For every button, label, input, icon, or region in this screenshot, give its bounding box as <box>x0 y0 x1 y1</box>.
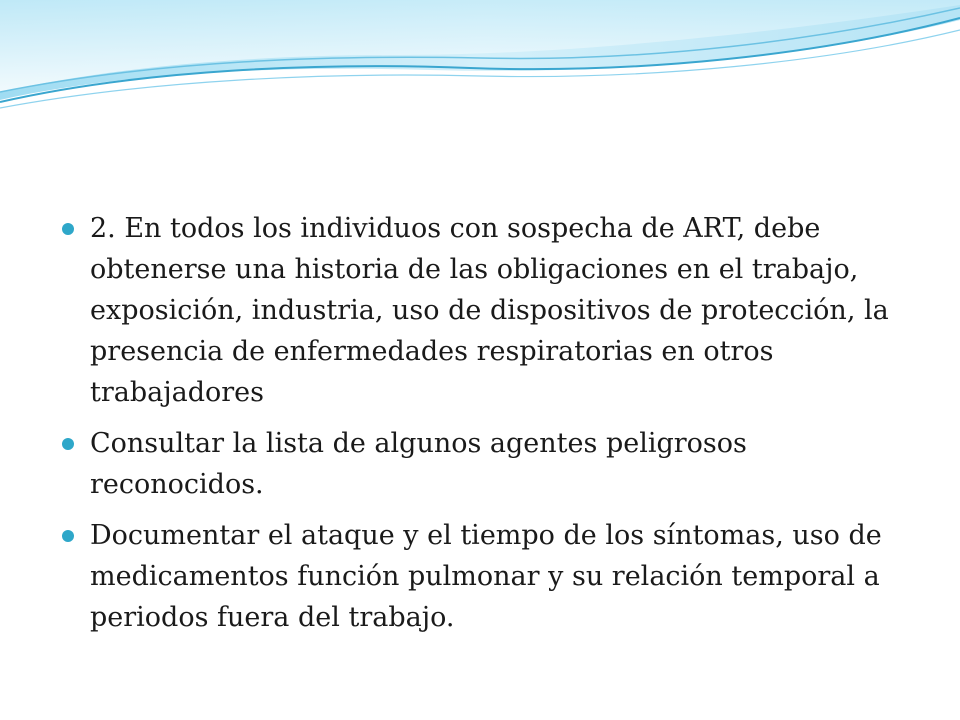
bullet-text: Consultar la lista de algunos agentes peligrosos reconocidos. <box>90 428 747 500</box>
bullet-list <box>60 208 910 638</box>
bullet-dot-icon <box>62 530 74 542</box>
bullet-dot-icon <box>62 438 74 450</box>
header-wave-decoration <box>0 0 960 130</box>
bullet-text: Documentar el ataque y el tiempo de los síntomas, uso de medicamentos función pulmonar y su relación temporal a periodos fuera del trabajo. <box>90 520 882 633</box>
bullet-item-history <box>60 208 910 413</box>
bullet-dot-icon <box>62 223 74 235</box>
bullet-item-symptoms <box>60 515 910 638</box>
bullet-text: 2. En todos los individuos con sospecha de ART, debe obtenerse una historia de las obligaciones en el trabajo, exposición, industria, uso de dispositivos de protección, la presencia de enfermedades respiratorias en otros trabajadores <box>90 213 889 408</box>
bullet-item-agents <box>60 423 910 505</box>
slide-body <box>60 208 910 648</box>
